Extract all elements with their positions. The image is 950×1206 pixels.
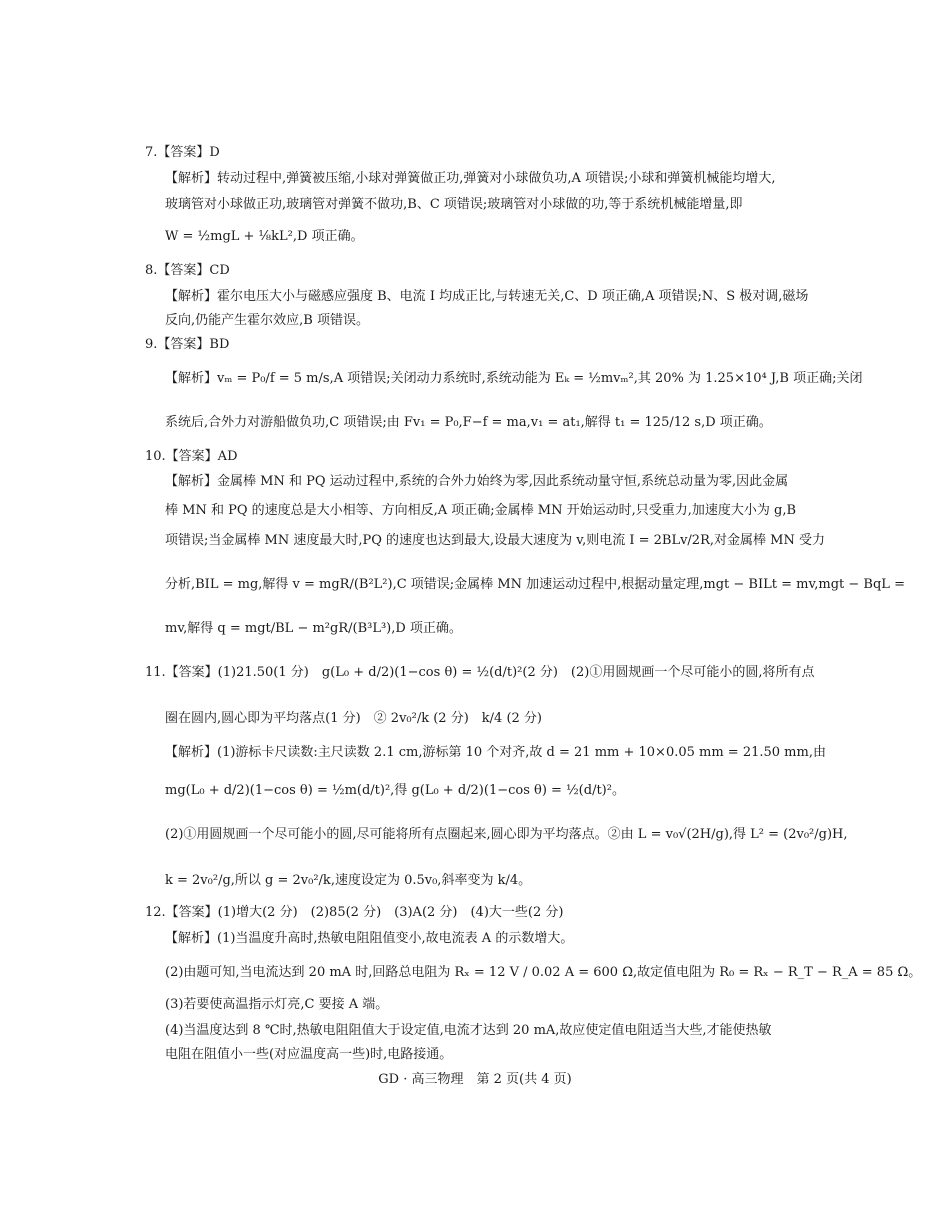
q8-analysis-line2: 反向,仍能产生霍尔效应,B 项错误。 [165, 313, 369, 328]
q12-analysis-line1: 【解析】(1)当温度升高时,热敏电阻阻值变小,故电流表 A 的示数增大。 [165, 931, 574, 946]
q9-analysis-line1: 【解析】vₘ = P₀/f = 5 m/s,A 项错误;关闭动力系统时,系统动能为 Eₖ = ½mvₘ²,其 20% 为 1.25×10⁴ J,B 项正确;关闭 [165, 371, 863, 386]
q10-answer: 10.【答案】AD [145, 449, 238, 464]
q9-answer: 9.【答案】BD [145, 337, 230, 352]
q12-analysis-line5: 电阻在阻值小一些(对应温度高一些)时,电路接通。 [165, 1047, 453, 1062]
q8-answer: 8.【答案】CD [145, 263, 230, 278]
q11-analysis-line2: mg(L₀ + d/2)(1−cos θ) = ½m(d/t)²,得 g(L₀ + d/2)(1−cos θ) = ½(d/t)²。 [165, 783, 625, 798]
q12-analysis-line4: (4)当温度达到 8 ℃时,热敏电阻阻值大于设定值,电流才达到 20 mA,故应使定值电阻适当大些,才能使热敏 [165, 1023, 772, 1038]
q11-analysis-line1: 【解析】(1)游标卡尺读数:主尺读数 2.1 cm,游标第 10 个对齐,故 d = 21 mm + 10×0.05 mm = 21.50 mm,由 [165, 745, 826, 760]
q10-analysis-line4: 分析,BIL = mg,解得 v = mgR/(B²L²),C 项错误;金属棒 MN 加速运动过程中,根据动量定理,mgt − BILt = mv,mgt − BqL = [165, 577, 905, 592]
q12-analysis-line2: (2)由题可知,当电流达到 20 mA 时,回路总电阻为 Rₓ = 12 V / 0.02 A = 600 Ω,故定值电阻为 R₀ = Rₓ − R_T − R_A = 85 Ω。 [165, 965, 922, 980]
q12-answer: 12.【答案】(1)增大(2 分) (2)85(2 分) (3)A(2 分) (4)大一些(2 分) [145, 905, 564, 920]
q7-analysis-line1: 【解析】转动过程中,弹簧被压缩,小球对弹簧做正功,弹簧对小球做负功,A 项错误;小球和弹簧机械能均增大, [165, 171, 776, 186]
q9-analysis-line2: 系统后,合外力对游船做负功,C 项错误;由 Fv₁ = P₀,F−f = ma,v₁ = at₁,解得 t₁ = 125/12 s,D 项正确。 [165, 415, 772, 430]
q8-analysis-line1: 【解析】霍尔电压大小与磁感应强度 B、电流 I 均成正比,与转速无关,C、D 项正确,A 项错误;N、S 极对调,磁场 [165, 289, 809, 304]
q7-analysis-line3: W = ½mgL + ⅛kL²,D 项正确。 [165, 229, 364, 244]
q11-answer-line1: 11.【答案】(1)21.50(1 分) g(L₀ + d/2)(1−cos θ) = ½(d/t)²(2 分) (2)①用圆规画一个尽可能小的圆,将所有点 [145, 665, 815, 680]
q10-analysis-line5: mv,解得 q = mgt/BL − m²gR/(B³L³),D 项正确。 [165, 621, 462, 636]
q11-analysis-line4: k = 2v₀²/g,所以 g = 2v₀²/k,速度设定为 0.5v₀,斜率变为 k/4。 [165, 873, 532, 888]
q11-answer-line2: 圈在圆内,圆心即为平均落点(1 分) ② 2v₀²/k (2 分) k/4 (2 分) [165, 711, 542, 726]
q10-analysis-line1: 【解析】金属棒 MN 和 PQ 运动过程中,系统的合外力始终为零,因此系统动量守恒,系统总动量为零,因此金属 [165, 474, 789, 489]
page-footer: GD · 高三物理 第 2 页(共 4 页) [378, 1072, 572, 1087]
q10-analysis-line2: 棒 MN 和 PQ 的速度总是大小相等、方向相反,A 项正确;金属棒 MN 开始运动时,只受重力,加速度大小为 g,B [165, 503, 797, 518]
q11-analysis-line3: (2)①用圆规画一个尽可能小的圆,尽可能将所有点圈起来,圆心即为平均落点。②由 L = v₀√(2H/g),得 L² = (2v₀²/g)H, [165, 827, 848, 842]
q12-analysis-line3: (3)若要使高温指示灯亮,C 要接 A 端。 [165, 997, 389, 1012]
q10-analysis-line3: 项错误;当金属棒 MN 速度最大时,PQ 的速度也达到最大,设最大速度为 v,则电流 I = 2BLv/2R,对金属棒 MN 受力 [165, 533, 825, 548]
q7-answer: 7.【答案】D [145, 145, 220, 160]
q7-analysis-line2: 玻璃管对小球做正功,玻璃管对弹簧不做功,B、C 项错误;玻璃管对小球做的功,等于系统机械能增量,即 [165, 197, 743, 212]
